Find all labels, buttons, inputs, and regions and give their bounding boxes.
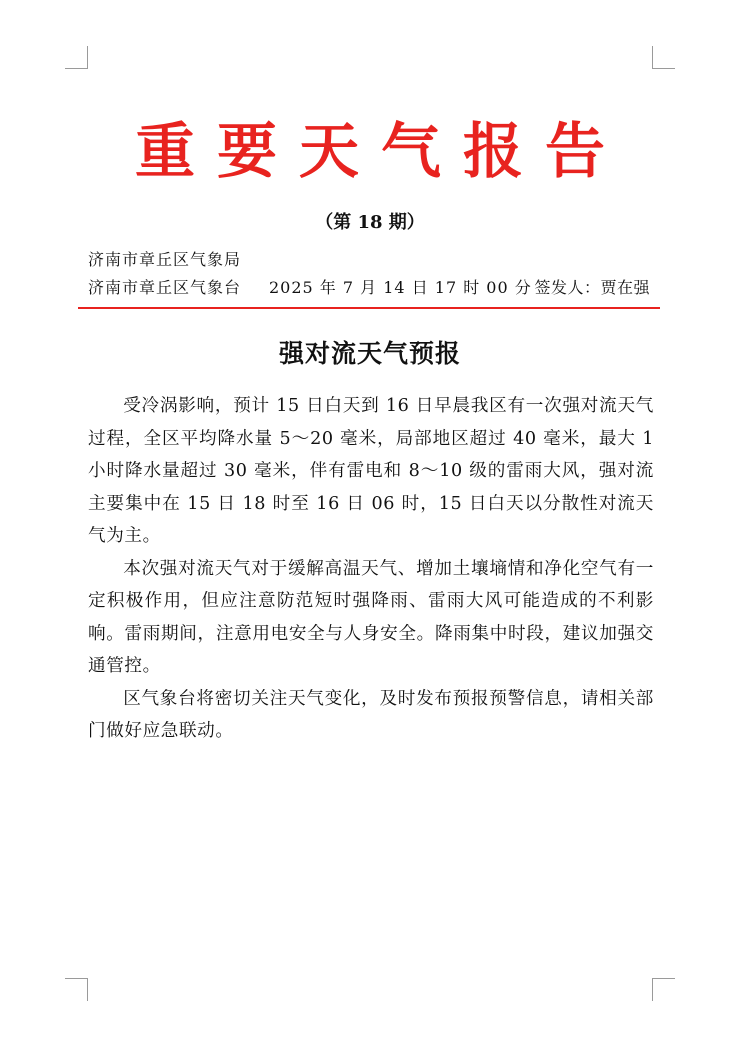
issue-number: （第 18 期）	[315, 212, 425, 233]
meta-row	[88, 276, 650, 300]
body-paragraph: 本次强对流天气对于缓解高温天气、增加土壤墒情和净化空气有一定积极作用，但应注意防范短时强降雨、雷雨大风可能造成的不利影响。雷雨期间，注意用电安全与人身安全。降雨集中时段，建议加强交通管控。	[88, 558, 654, 676]
crop-mark-top-left	[65, 46, 88, 69]
crop-mark-bottom-left	[65, 978, 88, 1001]
issuer-bureau: 济南市章丘区气象局	[88, 250, 242, 269]
crop-mark-bottom-right	[652, 978, 675, 1001]
issuer-observatory: 济南市章丘区气象台	[88, 278, 242, 297]
banner-title: 重要天气报告	[135, 117, 627, 187]
report-banner	[80, 112, 660, 192]
signer: 签发人：贾在强	[534, 278, 650, 297]
report-body	[88, 390, 654, 748]
report-headline: 强对流天气预报	[278, 339, 461, 368]
body-paragraph: 受冷涡影响，预计 15 日白天到 16 日早晨我区有一次强对流天气过程，全区平均降水量 5～20 毫米，局部地区超过 40 毫米，最大 1 小时降水量超过 30 毫米，伴有雷电和 8～10 级的雷雨大风，强对流主要集中在 15 日 18 时至 16 日 06 时，15 日白天以分散性对流天气为主。	[88, 396, 654, 546]
issue-time: 2025 年 7 月 14 日 17 时 00 分	[269, 278, 532, 297]
red-divider	[78, 307, 660, 309]
body-paragraph: 区气象台将密切关注天气变化，及时发布预报预警信息，请相关部门做好应急联动。	[88, 688, 654, 741]
crop-mark-top-right	[652, 46, 675, 69]
